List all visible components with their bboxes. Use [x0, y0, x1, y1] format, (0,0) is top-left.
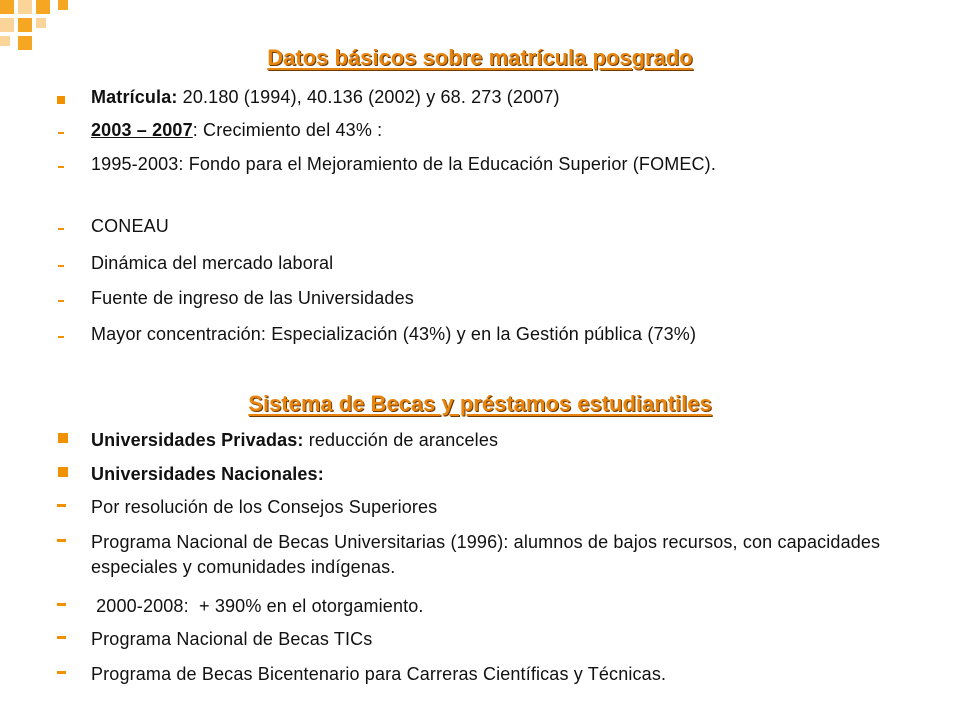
bullet-dash-icon	[58, 166, 64, 168]
bullet-square-icon	[57, 96, 65, 104]
item-label: 2003 – 2007	[91, 120, 193, 140]
bullet-square-icon	[58, 467, 68, 477]
bullet-dash-icon	[57, 603, 66, 606]
item-text: Dinámica del mercado laboral	[91, 253, 334, 273]
item-label: Universidades Privadas:	[91, 430, 304, 450]
item-text: : Crecimiento del 43% :	[192, 120, 383, 140]
item-text: Programa Nacional de Becas Universitarias (1996): alumnos de bajos recursos, con capacidades especiales y comunidades indígenas.	[91, 532, 881, 577]
item-text: 20.180 (1994), 40.136 (2002) y 68. 273 (2007)	[177, 87, 560, 107]
item-text: Programa de Becas Bicentenario para Carreras Científicas y Técnicas.	[91, 664, 667, 684]
item-text: 2000-2008: + 390% en el otorgamiento.	[91, 596, 424, 616]
bullet-dash-icon	[58, 132, 64, 134]
item-text: CONEAU	[91, 216, 169, 236]
bullet-dash-icon	[57, 671, 66, 674]
bullet-dash-icon	[58, 265, 64, 267]
bullet-dash-icon	[57, 539, 66, 542]
section-title-becas: Sistema de Becas y préstamos estudiantiles	[248, 391, 712, 416]
item-text: 1995-2003: Fondo para el Mejoramiento de la Educación Superior (FOMEC).	[91, 154, 716, 174]
bullet-dash-icon	[57, 636, 66, 639]
bullet-dash-icon	[58, 300, 64, 302]
item-text: Fuente de ingreso de las Universidades	[91, 288, 414, 308]
item-label: Universidades Nacionales:	[91, 464, 324, 484]
bullet-dash-icon	[57, 504, 66, 507]
item-text: Mayor concentración: Especialización (43%) y en la Gestión pública (73%)	[91, 324, 697, 344]
bullet-square-icon	[58, 433, 68, 443]
item-text: reducción de aranceles	[303, 430, 499, 450]
item-text: Programa Nacional de Becas TICs	[91, 629, 373, 649]
bullet-dash-icon	[58, 336, 64, 338]
item-text: Por resolución de los Consejos Superiores	[91, 497, 438, 517]
bullet-dash-icon	[58, 228, 64, 230]
section-title-matricula: Datos básicos sobre matrícula posgrado	[267, 45, 693, 70]
item-label: Matrícula:	[91, 87, 178, 107]
